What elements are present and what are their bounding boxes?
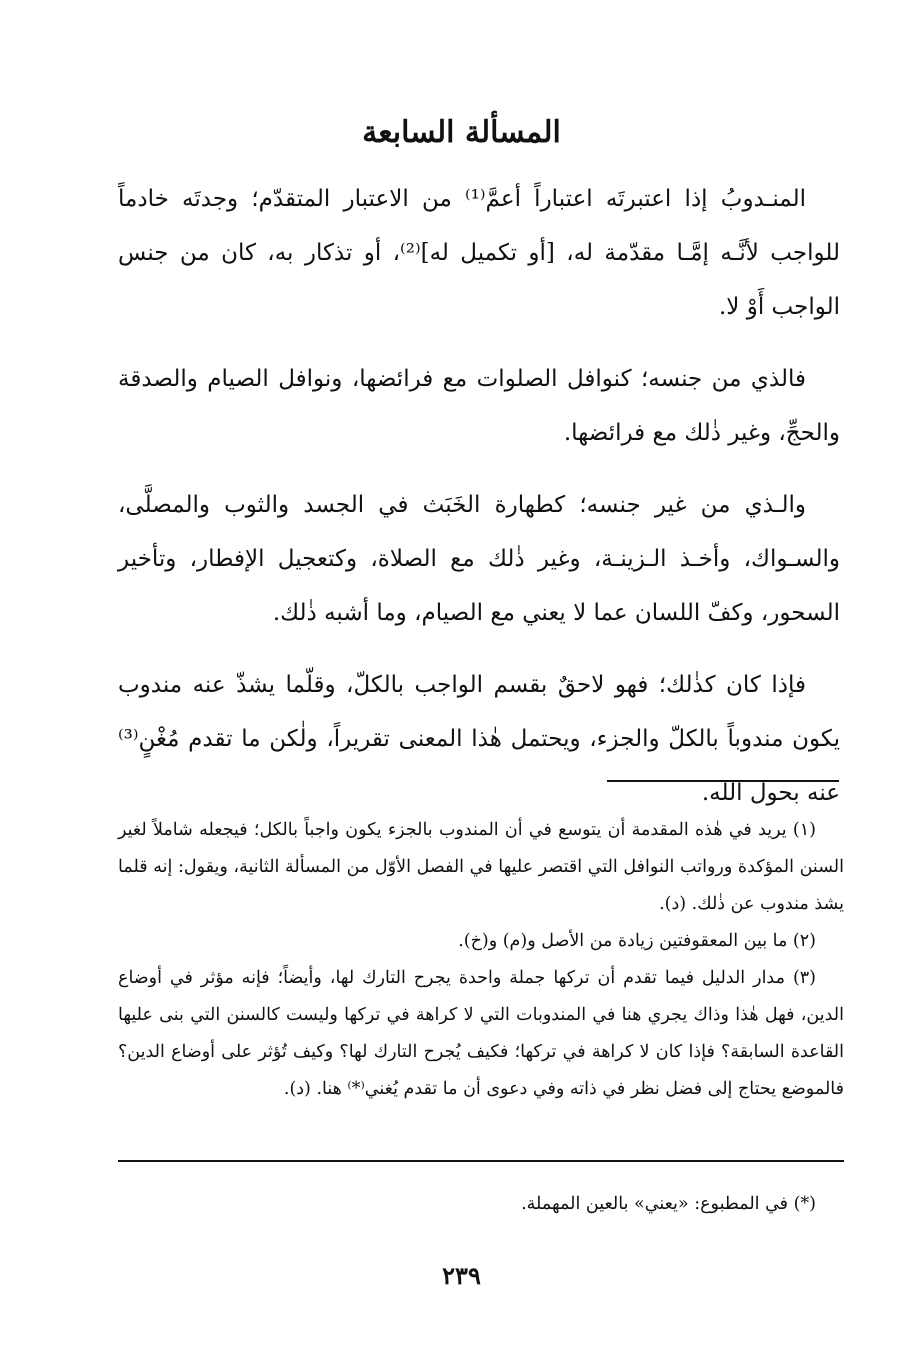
paragraph-4: فإذا كان كذٰلك؛ فهو لاحقٌ بقسم الواجب بالكلّ، وقلّما يشذّ عنه مندوب يكون مندوباً بالكلّ والجزء، ويحتمل هٰذا المعنى تقريراً، ولٰكن ما تقدم مُغْنٍ⁽³⁾ عنه بحول الله. [118, 672, 840, 806]
paragraph-2: فالذي من جنسه؛ كنوافل الصلوات مع فرائضها، ونوافل الصيام والصدقة والحجِّ، وغير ذٰلك مع فرائضها. [118, 366, 840, 446]
section-title: المسألة السابعة [362, 115, 561, 150]
footnote-1: (١) يريد في هٰذه المقدمة أن يتوسع في أن المندوب بالجزء يكون واجباً بالكل؛ فيجعله شاملاً لغير السنن المؤكدة ورواتب النوافل التي اقتصر عليها في الفصل الأوّل من المسألة الثانية، ويقول: إنه قلما يشذ مندوب عن ذٰلك. (د). [118, 820, 844, 914]
publisher-note: (*) في المطبوع: «يعني» بالعين المهملة. [521, 1194, 816, 1214]
page-number: ٢٣٩ [442, 1261, 481, 1290]
paragraph-1: المنـدوبُ إذا اعتبرتَه اعتباراً أعمَّ⁽¹⁾ من الاعتبار المتقدّم؛ وجدتَه خادماً للواجب لأنَّـه إمَّـا مقدّمة له، [أو تكميل له]⁽²⁾، أو تذكار به، كان من جنس الواجب أَوْ لا. [118, 186, 840, 320]
publisher-note-separator [118, 1160, 844, 1162]
footnote-3: (٣) مدار الدليل فيما تقدم أن تركها جملة واحدة يجرح التارك لها، وأيضاً؛ فإنه مؤثر في أوضاع الدين، فهل هٰذا وذاك يجري هنا في المندوبات التي لا كراهة في تركها وليست كالسنن التي بنى عليها القاعدة السابقة؟ فإذا كان لا كراهة في تركها؛ فكيف يُجرح التارك لها؟ وكيف تُؤثر على أوضاع الدين؟ فالموضع يحتاج إلى فضل نظر في ذاته وفي دعوى أن ما تقدم يُغني⁽*⁾ هنا. (د). [118, 968, 844, 1099]
paragraph-3: والـذي من غير جنسه؛ كطهارة الخَبَث في الجسد والثوب والمصلَّى، والسـواك، وأخـذ الـزينـة، وغير ذٰلك مع الصلاة، وكتعجيل الإفطار، وتأخير السحور، وكفّ اللسان عما لا يعني مع الصيام، وما أشبه ذٰلك. [118, 492, 840, 626]
main-text [118, 172, 840, 838]
footnote-separator [607, 780, 839, 782]
footnotes [118, 812, 844, 1108]
footnote-2: (٢) ما بين المعقوفتين زيادة من الأصل و(م) و(خ). [458, 931, 816, 951]
